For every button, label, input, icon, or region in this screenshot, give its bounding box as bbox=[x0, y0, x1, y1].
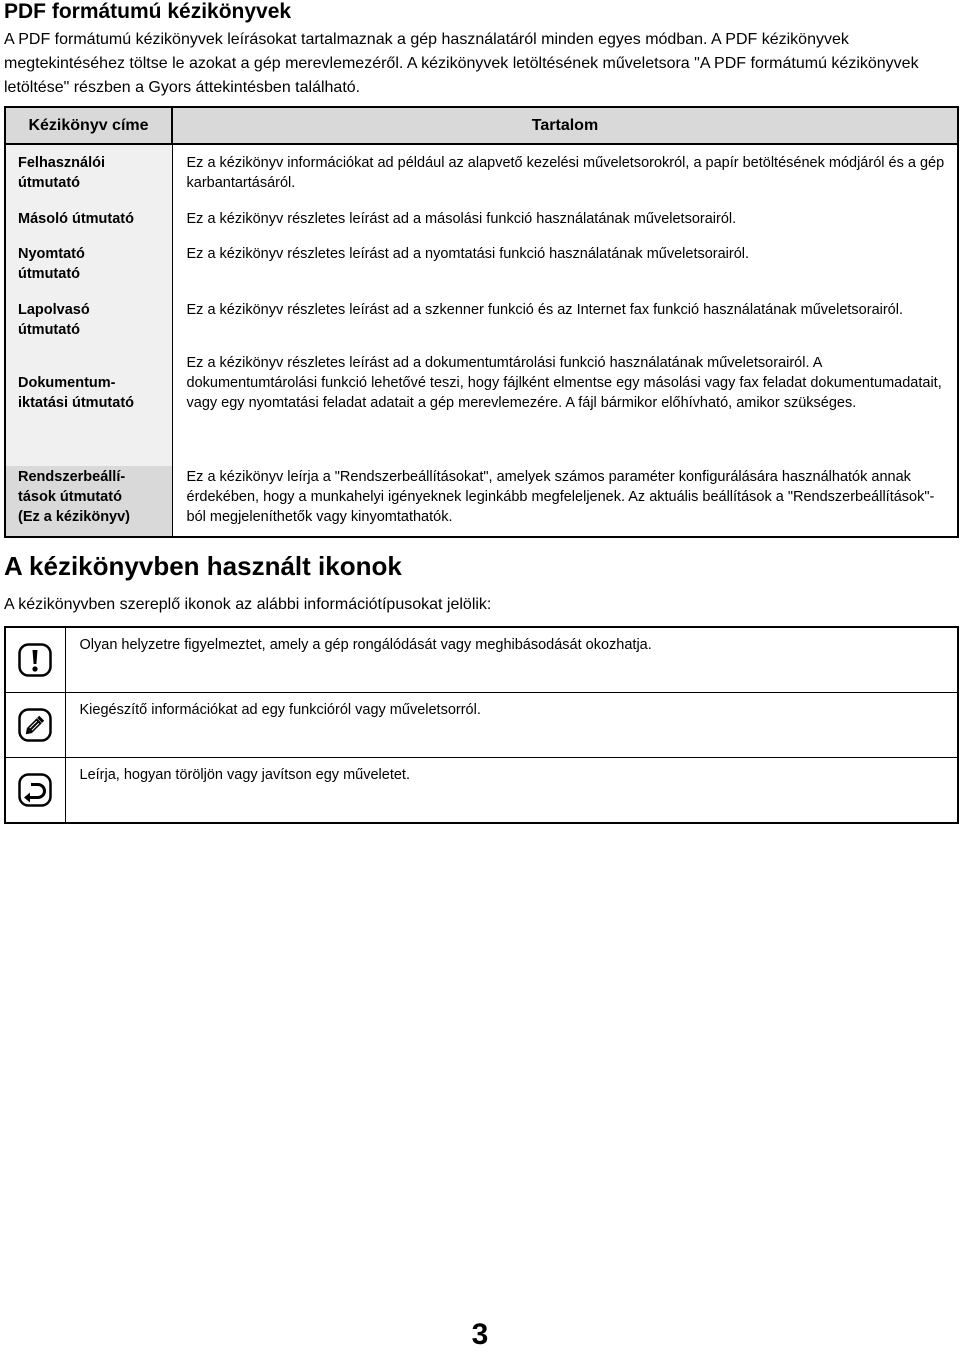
manual-name bbox=[5, 208, 172, 243]
manual-name-line: útmutató bbox=[18, 266, 81, 282]
manual-name-line: útmutató bbox=[18, 175, 81, 191]
manual-name bbox=[5, 243, 172, 298]
icon-cell bbox=[5, 758, 65, 824]
manual-content: Ez a kézikönyv információkat ad például az alapvető kezelési műveletsorokról, a papír betöltésének módjáról és a gép karbantartásáról. bbox=[172, 144, 958, 208]
table-row bbox=[5, 353, 958, 466]
manual-name-line: Felhasználói bbox=[18, 155, 106, 171]
section-intro-icons: A kézikönyvben szereplő ikonok az alábbi információtípusokat jelölik: bbox=[4, 596, 492, 613]
table-row bbox=[5, 693, 958, 758]
warning-exclamation-icon bbox=[18, 643, 52, 677]
manual-name bbox=[5, 144, 172, 208]
icons-table bbox=[4, 626, 959, 824]
manual-name-line: Nyomtató bbox=[18, 246, 85, 262]
table-row bbox=[5, 466, 958, 537]
manual-name bbox=[5, 298, 172, 353]
section-title-pdf-manuals: PDF formátumú kézikönyvek bbox=[4, 0, 292, 23]
manual-name-line: iktatási útmutató bbox=[18, 395, 135, 411]
icon-cell bbox=[5, 693, 65, 758]
table-row bbox=[5, 144, 958, 208]
manual-name-line: útmutató bbox=[18, 322, 81, 338]
manual-name bbox=[5, 353, 172, 466]
icon-description: Kiegészítő információkat ad egy funkcióról vagy műveletsorról. bbox=[65, 693, 958, 758]
manual-content: Ez a kézikönyv részletes leírást ad a nyomtatási funkció használatának műveletsorairól. bbox=[172, 243, 958, 298]
table-row bbox=[5, 627, 958, 693]
table-row bbox=[5, 243, 958, 298]
manual-content: Ez a kézikönyv részletes leírást ad a dokumentumtárolási funkció használatának műveletsorairól. A dokumentumtárolási funkció lehetővé teszi, hogy fájlként elmentse egy másolási vagy fax feladat dokumentumadatait, vagy egy nyomtatási feladat adatait a gép merevlemezére. A fájl bármikor előhívható, amikor szükséges. bbox=[172, 353, 958, 466]
manual-name bbox=[5, 466, 172, 537]
section-title-icons: A kézikönyvben használt ikonok bbox=[4, 551, 402, 581]
manual-name-line: Dokumentum- bbox=[18, 375, 116, 391]
manual-name-line: tások útmutató bbox=[18, 489, 122, 505]
header-content: Tartalom bbox=[172, 107, 958, 144]
manual-name-line: Rendszerbeállí- bbox=[18, 469, 126, 485]
manual-name-line: Másoló útmutató bbox=[18, 211, 134, 227]
manual-name-line: Lapolvasó bbox=[18, 302, 90, 318]
page-number: 3 bbox=[471, 1318, 489, 1351]
icon-description: Leírja, hogyan töröljön vagy javítson egy műveletet. bbox=[65, 758, 958, 824]
manuals-table bbox=[4, 106, 959, 538]
manual-name-line: (Ez a kézikönyv) bbox=[18, 509, 131, 525]
manual-content: Ez a kézikönyv részletes leírást ad a másolási funkció használatának műveletsorairól. bbox=[172, 208, 958, 243]
icon-cell bbox=[5, 627, 65, 693]
manuals-table-header bbox=[5, 107, 958, 144]
manual-content: Ez a kézikönyv leírja a "Rendszerbeállításokat", amelyek számos paraméter konfigurálására használhatók annak érdekében, hogy a munkahelyi igényeknek leginkább megfeleljenek. Az aktuális beállítások a "Rendszerbeállítások"-ból megjeleníthetők vagy kinyomtathatók. bbox=[172, 466, 958, 537]
undo-arrow-icon bbox=[18, 773, 52, 807]
table-row bbox=[5, 298, 958, 353]
icon-description: Olyan helyzetre figyelmeztet, amely a gép rongálódását vagy meghibásodását okozhatja. bbox=[65, 627, 958, 693]
table-row bbox=[5, 208, 958, 243]
section-intro-pdf-manuals: A PDF formátumú kézikönyvek leírásokat tartalmaznak a gép használatáról minden egyes módban. A PDF kézikönyvek megtekintéséhez töltse le azokat a gép merevlemezéről. A kézikönyvek letöltésének műveletsora "A PDF formátumú kézikönyvek letöltése" részben a Gyors áttekintésben található. bbox=[4, 31, 919, 96]
header-manual-title: Kézikönyv címe bbox=[5, 107, 172, 144]
note-pencil-icon bbox=[18, 708, 52, 742]
table-row bbox=[5, 758, 958, 824]
manual-content: Ez a kézikönyv részletes leírást ad a szkenner funkció és az Internet fax funkció használatának műveletsorairól. bbox=[172, 298, 958, 353]
